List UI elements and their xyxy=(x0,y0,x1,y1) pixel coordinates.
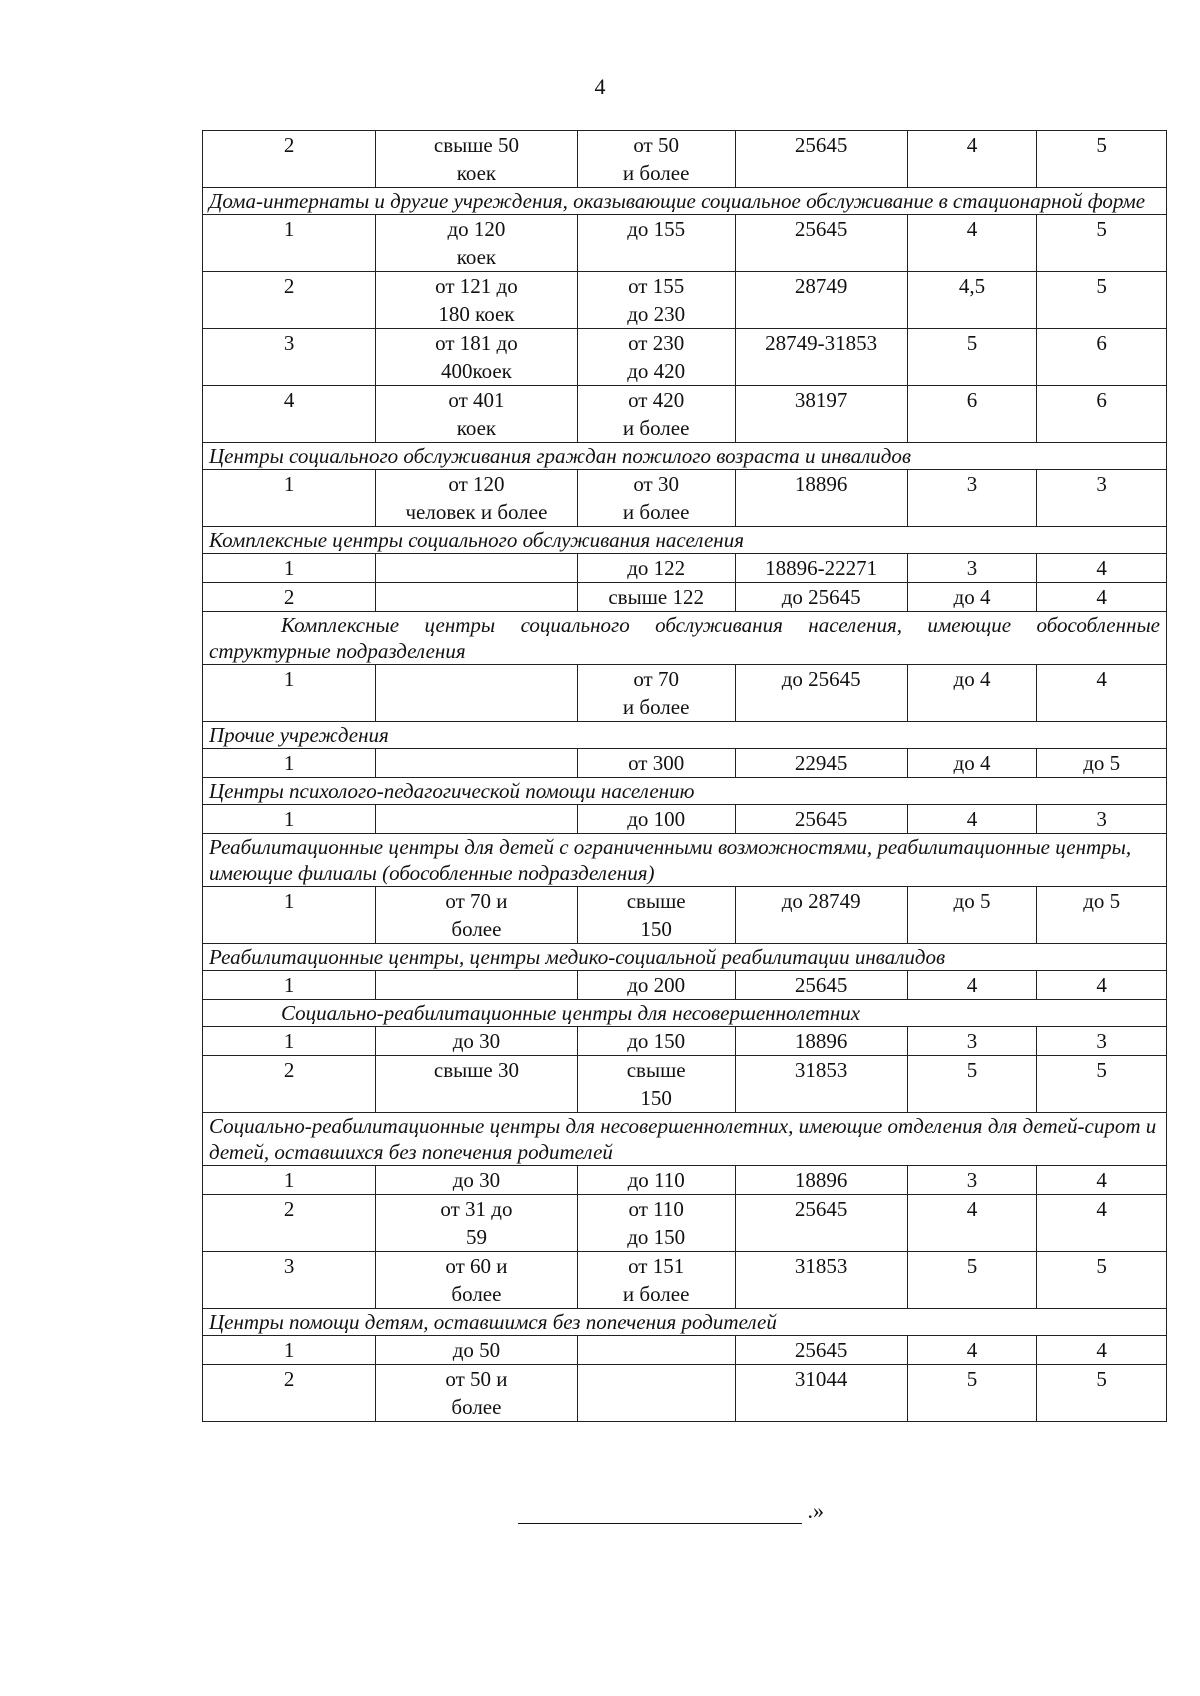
table-body xyxy=(203,131,1167,1422)
cell-line: свыше 30 xyxy=(433,1058,519,1082)
group-cell: 1 xyxy=(203,215,376,272)
cell-line: до 150 xyxy=(627,1225,686,1249)
cell-line: до 30 xyxy=(452,1168,501,1192)
coef-max-cell: 4 xyxy=(1037,1336,1167,1365)
cell-line: 180 коек xyxy=(438,302,515,326)
cell-line: человек и более xyxy=(405,500,548,524)
section-header-row xyxy=(203,1309,1167,1336)
capacity-cell xyxy=(376,1027,578,1056)
clients-cell xyxy=(577,971,735,1000)
coef-min-cell: 4 xyxy=(907,131,1037,188)
salary-cell: 18896 xyxy=(735,1027,907,1056)
section-header-row xyxy=(203,443,1167,470)
clients-cell xyxy=(577,665,735,722)
group-cell: 1 xyxy=(203,470,376,527)
salary-cell: до 28749 xyxy=(735,887,907,944)
group-cell: 1 xyxy=(203,887,376,944)
salary-cell: 28749 xyxy=(735,272,907,329)
cell-line: от 151 xyxy=(628,1254,685,1278)
clients-cell xyxy=(577,131,735,188)
coef-max-cell: до 5 xyxy=(1037,749,1167,778)
coef-max-cell: 6 xyxy=(1037,329,1167,386)
table-row xyxy=(203,665,1167,722)
table-row xyxy=(203,215,1167,272)
salary-cell: 18896-22271 xyxy=(735,554,907,583)
table-row xyxy=(203,1195,1167,1252)
table-row xyxy=(203,1056,1167,1113)
table-row xyxy=(203,1252,1167,1309)
cell-line: от 31 до xyxy=(440,1197,513,1221)
coef-max-cell: до 5 xyxy=(1037,887,1167,944)
cell-line: от 230 xyxy=(628,331,685,355)
signature-rule xyxy=(518,1503,802,1524)
capacity-cell xyxy=(376,665,578,722)
table-row xyxy=(203,131,1167,188)
coef-min-cell: до 5 xyxy=(907,887,1037,944)
coef-min-cell: 4 xyxy=(907,215,1037,272)
cell-line: до 155 xyxy=(627,217,686,241)
cell-line: 150 xyxy=(640,1086,672,1110)
section-header-row xyxy=(203,834,1167,887)
cell-line: от 50 xyxy=(633,133,679,157)
coef-max-cell: 4 xyxy=(1037,583,1167,612)
coef-min-cell: 5 xyxy=(907,329,1037,386)
coef-max-cell: 4 xyxy=(1037,1166,1167,1195)
section-title: Социально-реабилитационные центры для несовершеннолетних xyxy=(203,1000,1167,1027)
coef-max-cell: 4 xyxy=(1037,554,1167,583)
cell-line: до 150 xyxy=(627,1029,686,1053)
cell-line: 400коек xyxy=(440,359,512,383)
salary-cell: 18896 xyxy=(735,1166,907,1195)
cell-line: до 120 xyxy=(447,217,506,241)
section-header-row xyxy=(203,778,1167,805)
section-title: Реабилитационные центры для детей с ограниченными возможностями, реабилитационные центры, имеющие филиалы (обособленные подразделения) xyxy=(203,834,1167,887)
group-cell: 2 xyxy=(203,1195,376,1252)
table-row xyxy=(203,1365,1167,1422)
cell-line: коек xyxy=(456,161,497,185)
salary-cell: 31853 xyxy=(735,1252,907,1309)
coef-max-cell: 5 xyxy=(1037,131,1167,188)
cell-line: от 121 до xyxy=(435,274,518,298)
section-title: Комплексные центры социального обслуживания населения, имеющие обособленные структурные подразделения xyxy=(203,612,1167,665)
group-cell: 2 xyxy=(203,1365,376,1422)
section-header-row xyxy=(203,612,1167,665)
cell-line: свыше 122 xyxy=(608,585,704,609)
section-title: Центры помощи детям, оставшимся без попечения родителей xyxy=(203,1309,1167,1336)
capacity-cell xyxy=(376,583,578,612)
coef-min-cell: 4 xyxy=(907,971,1037,1000)
section-title: Реабилитационные центры, центры медико-социальной реабилитации инвалидов xyxy=(203,944,1167,971)
capacity-cell xyxy=(376,1336,578,1365)
cell-line: и более xyxy=(622,1282,690,1306)
cell-line: более xyxy=(451,1282,502,1306)
capacity-cell xyxy=(376,1056,578,1113)
cell-line: и более xyxy=(622,416,690,440)
coef-min-cell: 5 xyxy=(907,1252,1037,1309)
table-row xyxy=(203,805,1167,834)
section-header-row xyxy=(203,188,1167,215)
capacity-cell xyxy=(376,1365,578,1422)
cell-line: до 50 xyxy=(452,1338,501,1362)
table-row xyxy=(203,1166,1167,1195)
coef-max-cell: 5 xyxy=(1037,1056,1167,1113)
section-header-row xyxy=(203,1113,1167,1166)
group-cell: 2 xyxy=(203,583,376,612)
group-cell: 3 xyxy=(203,1252,376,1309)
cell-line: от 300 xyxy=(628,751,685,775)
closing-quote: .» xyxy=(807,1498,824,1523)
cell-line: до 30 xyxy=(452,1029,501,1053)
group-cell: 2 xyxy=(203,131,376,188)
group-cell: 4 xyxy=(203,386,376,443)
section-header-row xyxy=(203,1000,1167,1027)
coef-max-cell: 4 xyxy=(1037,665,1167,722)
clients-cell xyxy=(577,329,735,386)
coef-max-cell: 3 xyxy=(1037,470,1167,527)
clients-cell xyxy=(577,386,735,443)
closing-line xyxy=(518,1498,824,1524)
group-cell: 1 xyxy=(203,1027,376,1056)
coef-min-cell: 5 xyxy=(907,1365,1037,1422)
capacity-cell xyxy=(376,131,578,188)
cell-line: от 420 xyxy=(628,388,685,412)
section-header-row xyxy=(203,722,1167,749)
coef-min-cell: 4 xyxy=(907,805,1037,834)
salary-cell: 18896 xyxy=(735,470,907,527)
section-title: Дома-интернаты и другие учреждения, оказывающие социальное обслуживание в стационарной форме xyxy=(203,188,1167,215)
cell-line: более xyxy=(451,917,502,941)
capacity-cell xyxy=(376,470,578,527)
capacity-cell xyxy=(376,1166,578,1195)
salary-cell: 25645 xyxy=(735,131,907,188)
group-cell: 1 xyxy=(203,971,376,1000)
capacity-cell xyxy=(376,215,578,272)
section-title: Социально-реабилитационные центры для несовершеннолетних, имеющие отделения для детей-сирот и детей, оставшихся без попечения родителей xyxy=(203,1113,1167,1166)
clients-cell xyxy=(577,1056,735,1113)
page-number: 4 xyxy=(594,74,606,99)
coef-min-cell: 6 xyxy=(907,386,1037,443)
coef-min-cell: 4 xyxy=(907,1195,1037,1252)
clients-cell xyxy=(577,583,735,612)
capacity-cell xyxy=(376,329,578,386)
cell-line: от 70 и xyxy=(445,889,508,913)
clients-cell xyxy=(577,749,735,778)
group-cell: 1 xyxy=(203,749,376,778)
coef-min-cell: 3 xyxy=(907,1166,1037,1195)
clients-cell xyxy=(577,887,735,944)
clients-cell xyxy=(577,1166,735,1195)
capacity-cell xyxy=(376,749,578,778)
cell-line: более xyxy=(451,1395,502,1419)
coef-max-cell: 5 xyxy=(1037,215,1167,272)
coef-min-cell: до 4 xyxy=(907,749,1037,778)
capacity-cell xyxy=(376,887,578,944)
table-row xyxy=(203,470,1167,527)
salary-cell: до 25645 xyxy=(735,665,907,722)
cell-line: от 50 и xyxy=(445,1367,508,1391)
cell-line: от 70 xyxy=(633,667,679,691)
cell-line: 150 xyxy=(640,917,672,941)
salary-cell: 25645 xyxy=(735,1336,907,1365)
table-row xyxy=(203,272,1167,329)
section-title: Центры психолого-педагогической помощи населению xyxy=(203,778,1167,805)
coef-min-cell: 5 xyxy=(907,1056,1037,1113)
clients-cell xyxy=(577,1027,735,1056)
table-row xyxy=(203,386,1167,443)
group-cell: 1 xyxy=(203,805,376,834)
clients-cell xyxy=(577,554,735,583)
cell-line: от 181 до xyxy=(435,331,518,355)
coef-max-cell: 5 xyxy=(1037,1252,1167,1309)
coef-min-cell: до 4 xyxy=(907,583,1037,612)
cell-line: свыше xyxy=(626,1058,686,1082)
clients-cell xyxy=(577,1336,735,1365)
cell-line: до 230 xyxy=(627,302,686,326)
clients-cell xyxy=(577,470,735,527)
section-title: Комплексные центры социального обслуживания населения xyxy=(203,527,1167,554)
salary-cell: 38197 xyxy=(735,386,907,443)
clients-cell xyxy=(577,1252,735,1309)
clients-cell xyxy=(577,1195,735,1252)
coef-max-cell: 4 xyxy=(1037,971,1167,1000)
group-cell: 1 xyxy=(203,1336,376,1365)
salary-cell: 31853 xyxy=(735,1056,907,1113)
cell-line: от 60 и xyxy=(445,1254,508,1278)
clients-cell xyxy=(577,805,735,834)
cell-line: от 120 xyxy=(448,472,505,496)
capacity-cell xyxy=(376,971,578,1000)
salary-table xyxy=(202,130,1167,1422)
group-cell: 1 xyxy=(203,665,376,722)
group-cell: 1 xyxy=(203,554,376,583)
cell-line: коек xyxy=(456,245,497,269)
salary-cell: 25645 xyxy=(735,215,907,272)
coef-max-cell: 5 xyxy=(1037,272,1167,329)
salary-cell: 31044 xyxy=(735,1365,907,1422)
capacity-cell xyxy=(376,554,578,583)
salary-cell: 28749-31853 xyxy=(735,329,907,386)
coef-max-cell: 3 xyxy=(1037,1027,1167,1056)
cell-line: до 200 xyxy=(627,973,686,997)
group-cell: 1 xyxy=(203,1166,376,1195)
table-row xyxy=(203,583,1167,612)
coef-max-cell: 6 xyxy=(1037,386,1167,443)
capacity-cell xyxy=(376,272,578,329)
coef-max-cell: 4 xyxy=(1037,1195,1167,1252)
cell-line: свыше xyxy=(626,889,686,913)
section-title: Центры социального обслуживания граждан пожилого возраста и инвалидов xyxy=(203,443,1167,470)
cell-line: от 155 xyxy=(628,274,685,298)
salary-cell: 25645 xyxy=(735,971,907,1000)
table-row xyxy=(203,749,1167,778)
cell-line: от 110 xyxy=(628,1197,684,1221)
salary-cell: 25645 xyxy=(735,805,907,834)
cell-line: от 401 xyxy=(448,388,505,412)
clients-cell xyxy=(577,272,735,329)
cell-line: до 420 xyxy=(627,359,686,383)
table-row xyxy=(203,1027,1167,1056)
capacity-cell xyxy=(376,1252,578,1309)
cell-line: и более xyxy=(622,500,690,524)
capacity-cell xyxy=(376,386,578,443)
coef-min-cell: 3 xyxy=(907,554,1037,583)
cell-line: и более xyxy=(622,161,690,185)
capacity-cell xyxy=(376,805,578,834)
cell-line: 59 xyxy=(465,1225,487,1249)
cell-line: до 122 xyxy=(627,556,686,580)
coef-min-cell: 3 xyxy=(907,1027,1037,1056)
section-title: Прочие учреждения xyxy=(203,722,1167,749)
capacity-cell xyxy=(376,1195,578,1252)
salary-cell: 25645 xyxy=(735,1195,907,1252)
section-header-row xyxy=(203,944,1167,971)
salary-cell: 22945 xyxy=(735,749,907,778)
table-row xyxy=(203,329,1167,386)
coef-min-cell: до 4 xyxy=(907,665,1037,722)
group-cell: 2 xyxy=(203,272,376,329)
group-cell: 2 xyxy=(203,1056,376,1113)
cell-line: коек xyxy=(456,416,497,440)
group-cell: 3 xyxy=(203,329,376,386)
section-header-row xyxy=(203,527,1167,554)
coef-min-cell: 4 xyxy=(907,1336,1037,1365)
clients-cell xyxy=(577,1365,735,1422)
clients-cell xyxy=(577,215,735,272)
coef-min-cell: 3 xyxy=(907,470,1037,527)
table-row xyxy=(203,971,1167,1000)
coef-max-cell: 3 xyxy=(1037,805,1167,834)
cell-line: и более xyxy=(622,695,690,719)
coef-min-cell: 4,5 xyxy=(907,272,1037,329)
salary-cell: до 25645 xyxy=(735,583,907,612)
table-row xyxy=(203,1336,1167,1365)
table-row xyxy=(203,554,1167,583)
coef-max-cell: 5 xyxy=(1037,1365,1167,1422)
cell-line: свыше 50 xyxy=(433,133,519,157)
cell-line: от 30 xyxy=(633,472,679,496)
cell-line: до 100 xyxy=(627,807,686,831)
table-row xyxy=(203,887,1167,944)
cell-line: до 110 xyxy=(627,1168,685,1192)
